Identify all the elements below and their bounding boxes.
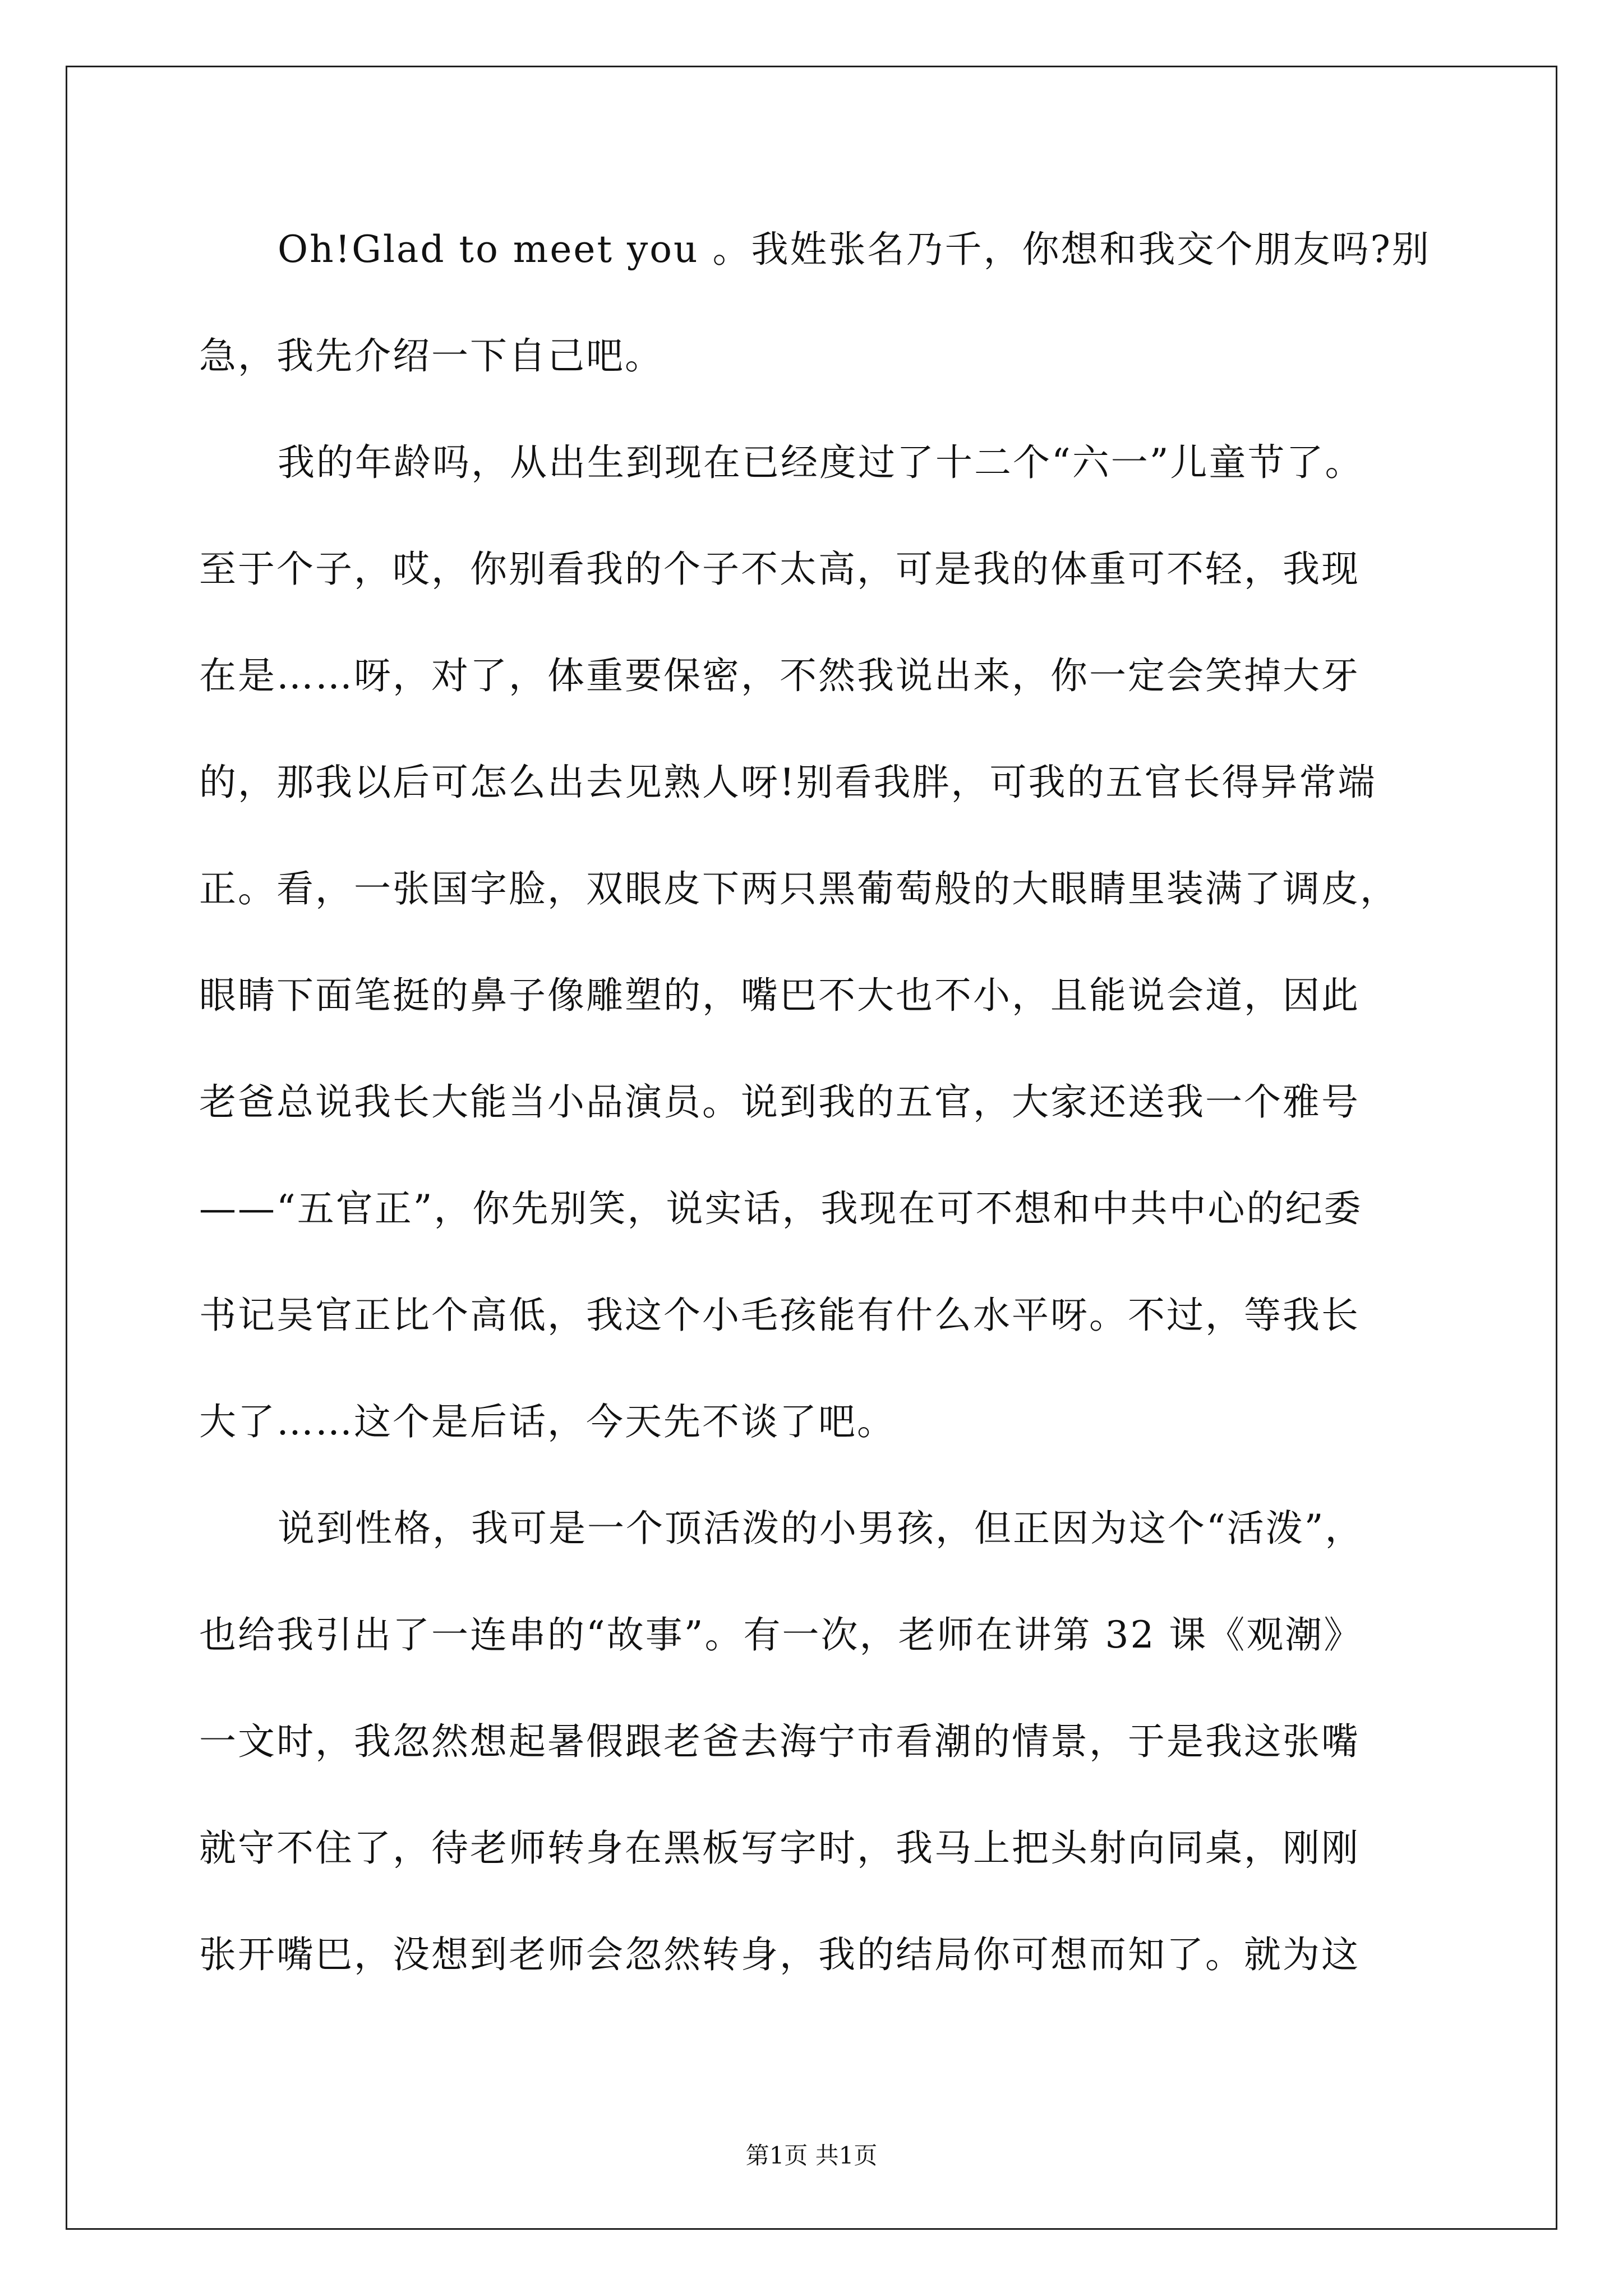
text-line: 也给我引出了一连串的“故事”。有一次，老师在讲第 32 课《观潮》 xyxy=(199,1613,1363,1657)
page-footer: 第1页 共1页 xyxy=(745,2142,878,2169)
text-line: 的，那我以后可怎么出去见熟人呀!别看我胖，可我的五官长得异常端 xyxy=(199,761,1377,804)
text-line: Oh!Glad to meet you 。我姓张名乃千，你想和我交个朋友吗?别 xyxy=(278,228,1431,271)
page-border xyxy=(66,66,1557,2230)
text-line: 说到性格，我可是一个顶活泼的小男孩，但正因为这个“活泼”， xyxy=(278,1507,1364,1550)
text-line: 老爸总说我长大能当小品演员。说到我的五官，大家还送我一个雅号 xyxy=(199,1080,1360,1124)
text-line: 一文时，我忽然想起暑假跟老爸去海宁市看潮的情景，于是我这张嘴 xyxy=(199,1720,1360,1763)
text-line: 大了……这个是后话，今天先不谈了吧。 xyxy=(199,1400,896,1443)
text-line: 我的年龄吗，从出生到现在已经度过了十二个“六一”儿童节了。 xyxy=(278,441,1364,484)
text-line: 张开嘴巴，没想到老师会忽然转身，我的结局你可想而知了。就为这 xyxy=(199,1933,1360,1976)
text-line: 至于个子，哎，你别看我的个子不太高，可是我的体重可不轻，我现 xyxy=(199,547,1360,591)
text-line: 眼睛下面笔挺的鼻子像雕塑的，嘴巴不大也不小，且能说会道，因此 xyxy=(199,974,1360,1017)
text-line: 急，我先介绍一下自己吧。 xyxy=(199,334,663,378)
text-line: 在是……呀，对了，体重要保密，不然我说出来，你一定会笑掉大牙 xyxy=(199,654,1360,697)
text-line: 正。看，一张国字脸，双眼皮下两只黑葡萄般的大眼睛里装满了调皮， xyxy=(199,867,1399,910)
text-line: ——“五官正”，你先别笑，说实话，我现在可不想和中共中心的纪委 xyxy=(199,1187,1363,1230)
text-line: 就守不住了，待老师转身在黑板写字时，我马上把头射向同桌，刚刚 xyxy=(199,1826,1360,1870)
text-line: 书记吴官正比个高低，我这个小毛孩能有什么水平呀。不过，等我长 xyxy=(199,1294,1360,1337)
